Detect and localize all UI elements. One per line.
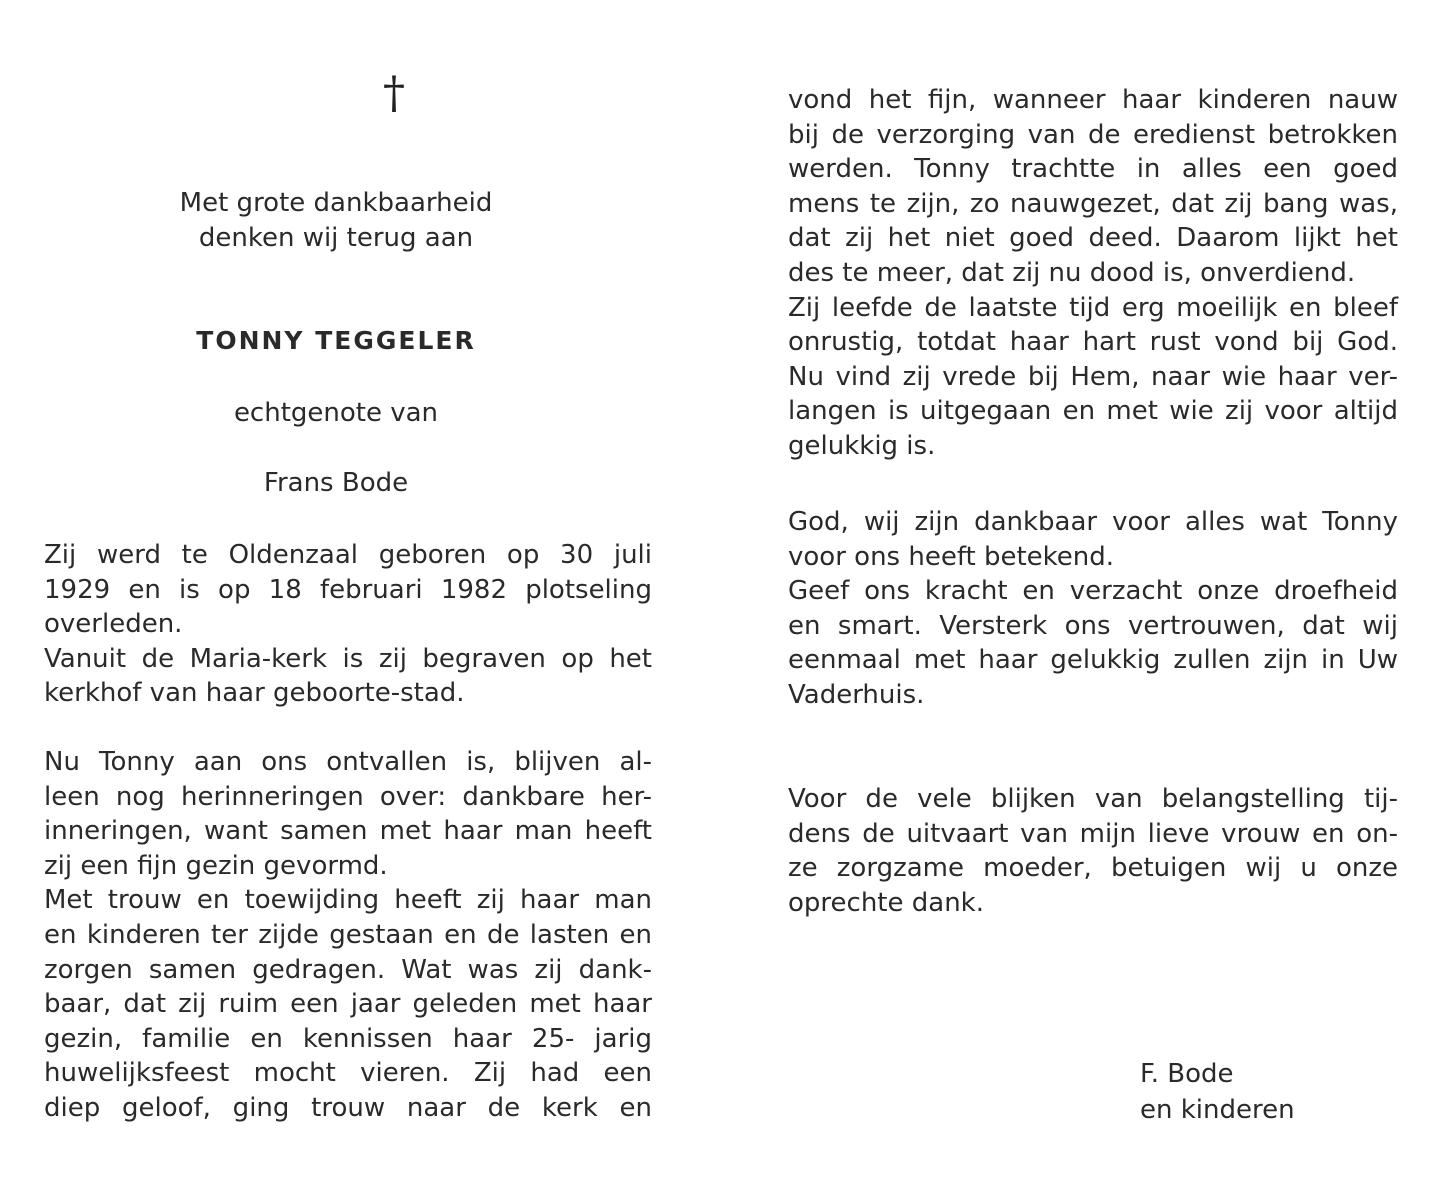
biography-paragraph	[44, 538, 652, 711]
text-line: gelukkig is.	[788, 430, 936, 461]
text-line: 1929 en is op 18 februari 1982 plotseling	[44, 574, 652, 605]
text-line: overleden.	[44, 609, 183, 640]
text-line: huwelijksfeest mocht vieren. Zij had een	[44, 1058, 652, 1089]
intro-text	[44, 186, 652, 256]
text-line: inneringen, want samen met haar man heeft	[44, 816, 652, 847]
text-line: Nu vind zij vrede bij Hem, naar wie haar ver-	[788, 361, 1398, 392]
prayer-paragraph	[788, 505, 1398, 713]
text-line: bij de verzorging van de eredienst betrokken	[788, 119, 1398, 150]
text-line: dens de uitvaart van mijn lieve vrouw en on-	[788, 818, 1398, 849]
text-line: zij een fijn gezin gevormd.	[44, 850, 388, 881]
memory-paragraph	[44, 745, 652, 1126]
text-line: Vanuit de Maria-kerk is zij begraven op het	[44, 643, 652, 674]
deceased-name: TONNY TEGGELER	[196, 326, 476, 355]
signature-line: en kinderen	[1140, 1095, 1295, 1125]
text-line: leen nog herinneringen over: dankbare her-	[44, 781, 652, 812]
text-line: Vaderhuis.	[788, 679, 925, 710]
text-line: vond het fijn, wanneer haar kinderen nauw	[788, 85, 1398, 115]
cross-icon: †	[383, 68, 405, 119]
text-line: mens te zijn, zo nauwgezet, dat zij bang was,	[788, 188, 1398, 219]
text-line: en kinderen ter zijde gestaan en de lasten en	[44, 919, 652, 950]
text-line: Zij werd te Oldenzaal geboren op 30 juli	[44, 540, 652, 570]
text-line: ze zorgzame moeder, betuigen wij u onze	[788, 853, 1398, 884]
text-line: Nu Tonny aan ons ontvallen is, blijven al-	[44, 747, 652, 777]
text-line: kerkhof van haar geboorte-stad.	[44, 678, 465, 709]
thanks-paragraph	[788, 782, 1398, 920]
spouse-name: Frans Bode	[263, 468, 409, 498]
intro-line: denken wij terug aan	[198, 223, 474, 253]
text-line: voor ons heeft betekend.	[788, 541, 1115, 572]
signature-line: F. Bode	[1140, 1059, 1234, 1089]
signature	[1140, 1056, 1295, 1128]
text-line: oprechte dank.	[788, 887, 984, 918]
text-line: baar, dat zij ruim een jaar geleden met haar	[44, 989, 652, 1020]
text-line: dat zij het niet goed deed. Daarom lijkt het	[788, 223, 1398, 254]
text-line: des te meer, dat zij nu dood is, onverdiend.	[788, 257, 1356, 288]
text-line: Met trouw en toewijding heeft zij haar man	[44, 885, 652, 916]
text-line: diep geloof, ging trouw naar de kerk en	[44, 1092, 652, 1123]
text-line: onrustig, totdat haar hart rust vond bij God.	[788, 327, 1398, 358]
faith-paragraph	[788, 83, 1398, 464]
text-line: en smart. Versterk ons vertrouwen, dat wij	[788, 610, 1398, 641]
text-line: gezin, familie en kennissen haar 25- jarig	[44, 1023, 652, 1054]
text-line: langen is uitgegaan en met wie zij voor altijd	[788, 396, 1398, 427]
text-line: zorgen samen gedragen. Wat was zij dank-	[44, 954, 652, 985]
text-line: God, wij zijn dankbaar voor alles wat Tonny	[788, 507, 1398, 537]
text-line: Geef ons kracht en verzacht onze droefheid	[788, 576, 1398, 607]
intro-line: Met grote dankbaarheid	[179, 188, 493, 218]
text-line: eenmaal met haar gelukkig zullen zijn in Uw	[788, 645, 1398, 676]
text-line: Voor de vele blijken van belangstelling tij-	[788, 784, 1398, 814]
text-line: Zij leefde de laatste tijd erg moeilijk en bleef	[788, 292, 1398, 323]
text-line: werden. Tonny trachtte in alles een goed	[788, 154, 1398, 185]
spouse-label: echtgenote van	[233, 398, 439, 428]
